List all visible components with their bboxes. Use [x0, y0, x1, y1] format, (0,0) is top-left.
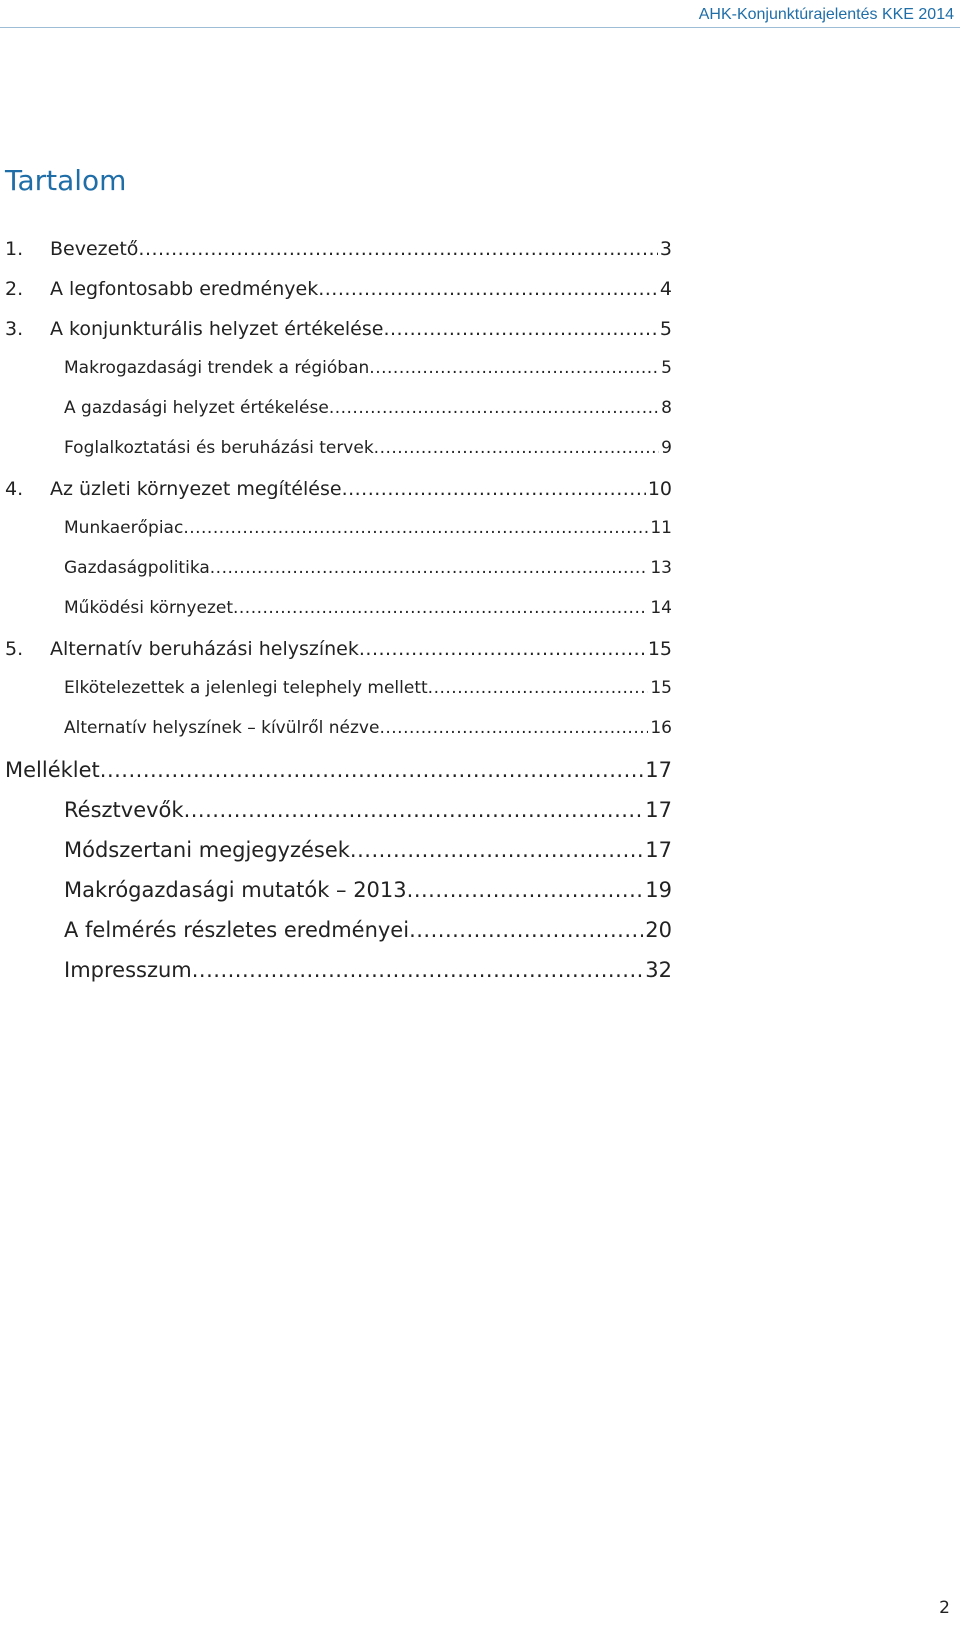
toc-entry-label: Résztvevők	[64, 798, 184, 822]
toc-entry[interactable]	[5, 398, 672, 438]
toc-entry[interactable]	[5, 478, 672, 518]
toc-dot-leader	[233, 598, 648, 618]
toc-dot-leader	[407, 878, 644, 902]
toc-entry-number: 4.	[5, 478, 24, 500]
toc-dot-leader	[383, 318, 657, 340]
toc-entry-label: Makrogazdasági trendek a régióban	[64, 358, 370, 378]
toc-entry-page: 17	[645, 798, 672, 822]
toc-dot-leader	[138, 238, 658, 260]
toc-entry-page: 11	[650, 518, 672, 538]
toc-entry[interactable]	[5, 358, 672, 398]
toc-dot-leader	[342, 478, 646, 500]
toc-entry-label: Melléklet	[5, 758, 100, 782]
toc-entry-label: Módszertani megjegyzések	[64, 838, 350, 862]
toc-entry-label: A legfontosabb eredmények	[50, 278, 319, 300]
toc-entry-page: 20	[645, 918, 672, 942]
toc-dot-leader	[350, 838, 643, 862]
toc-entry-label: Munkaerőpiac	[64, 518, 184, 538]
toc-entry-page: 4	[659, 278, 672, 300]
toc-entry-label: Bevezető	[50, 238, 139, 260]
toc-entry[interactable]	[5, 518, 672, 558]
toc-entry[interactable]	[5, 558, 672, 598]
toc-entry-page: 5	[659, 318, 672, 340]
toc-entry-page: 15	[647, 638, 672, 660]
toc-dot-leader	[359, 638, 646, 660]
toc-entry[interactable]	[5, 278, 672, 318]
toc-entry-label: Alternatív beruházási helyszínek	[50, 638, 359, 660]
toc-entry-label: Az üzleti környezet megítélése	[50, 478, 342, 500]
table-of-contents	[5, 238, 672, 998]
toc-entry-page: 17	[645, 838, 672, 862]
toc-entry-label: Foglalkoztatási és beruházási tervek	[64, 438, 374, 458]
toc-entry[interactable]	[5, 638, 672, 678]
toc-entry[interactable]	[5, 958, 672, 998]
running-header-title: AHK-Konjunktúrajelentés KKE 2014	[698, 6, 954, 23]
toc-entry-label: Működési környezet	[64, 598, 233, 618]
toc-entry[interactable]	[5, 878, 672, 918]
toc-dot-leader	[428, 678, 649, 698]
toc-entry-label: Alternatív helyszínek – kívülről nézve	[64, 718, 380, 738]
toc-entry-number: 1.	[5, 238, 24, 260]
toc-entry-number: 2.	[5, 278, 24, 300]
toc-entry-number: 5.	[5, 638, 24, 660]
toc-entry[interactable]	[5, 758, 672, 798]
toc-heading: Tartalom	[5, 164, 127, 197]
toc-entry[interactable]	[5, 838, 672, 878]
toc-entry-page: 13	[650, 558, 672, 578]
toc-entry[interactable]	[5, 318, 672, 358]
toc-entry-label: Elkötelezettek a jelenlegi telephely mellett	[64, 678, 428, 698]
toc-entry-label: Makrógazdasági mutatók – 2013	[64, 878, 407, 902]
toc-entry[interactable]	[5, 918, 672, 958]
toc-entry-page: 9	[661, 438, 672, 458]
toc-dot-leader	[318, 278, 658, 300]
toc-entry-label: Impresszum	[64, 958, 192, 982]
toc-entry-label: Gazdaságpolitika	[64, 558, 210, 578]
toc-entry[interactable]	[5, 598, 672, 638]
toc-dot-leader	[183, 518, 648, 538]
toc-entry-page: 19	[645, 878, 672, 902]
toc-dot-leader	[379, 718, 648, 738]
toc-entry-page: 8	[661, 398, 672, 418]
toc-dot-leader	[184, 798, 644, 822]
toc-dot-leader	[369, 358, 659, 378]
toc-entry-page: 15	[650, 678, 672, 698]
toc-entry[interactable]	[5, 798, 672, 838]
toc-entry[interactable]	[5, 238, 672, 278]
toc-entry-label: A konjunkturális helyzet értékelése	[50, 318, 384, 340]
toc-dot-leader	[374, 438, 660, 458]
toc-dot-leader	[409, 918, 643, 942]
toc-entry-page: 14	[650, 598, 672, 618]
toc-entry-page: 16	[650, 718, 672, 738]
toc-entry-page: 5	[661, 358, 672, 378]
toc-dot-leader	[192, 958, 644, 982]
header-divider	[0, 27, 960, 28]
toc-dot-leader	[329, 398, 659, 418]
toc-dot-leader	[210, 558, 649, 578]
toc-entry[interactable]	[5, 678, 672, 718]
toc-entry[interactable]	[5, 718, 672, 758]
toc-entry-page: 17	[645, 758, 672, 782]
toc-entry-number: 3.	[5, 318, 24, 340]
toc-entry-page: 10	[647, 478, 672, 500]
toc-entry[interactable]	[5, 438, 672, 478]
toc-entry-page: 3	[659, 238, 672, 260]
toc-entry-label: A felmérés részletes eredményei	[64, 918, 410, 942]
toc-entry-label: A gazdasági helyzet értékelése	[64, 398, 329, 418]
page-number: 2	[939, 1598, 950, 1618]
toc-dot-leader	[100, 758, 643, 782]
toc-entry-page: 32	[645, 958, 672, 982]
